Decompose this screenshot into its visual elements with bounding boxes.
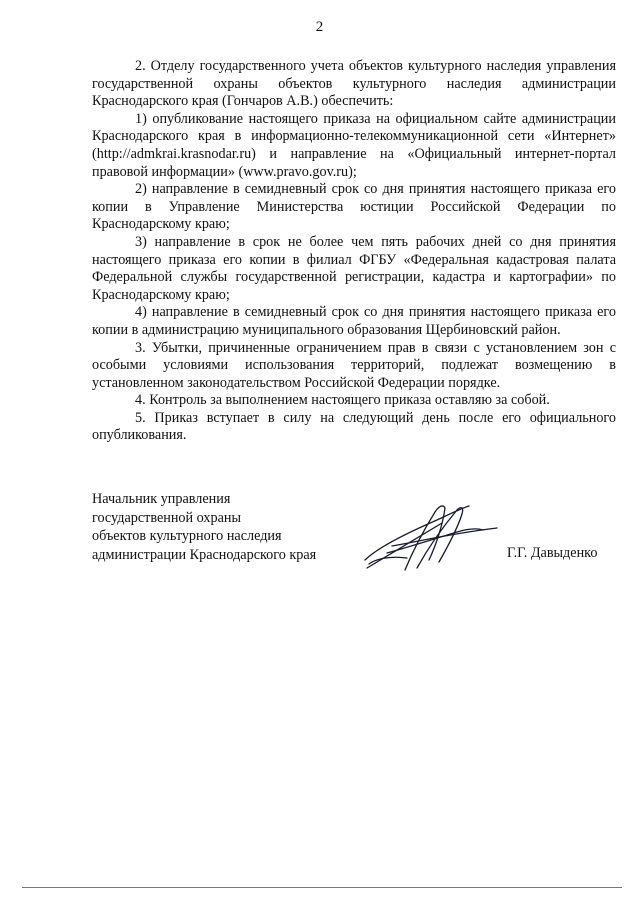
signatory-title-line: Начальник управления bbox=[92, 491, 231, 507]
paragraph-control: 4. Контроль за выполнением настоящего приказа оставляю за собой. bbox=[135, 392, 550, 409]
paragraph-losses: 3. Убытки, причиненные ограничением прав в связи с установлением зон с особыми условиями использования территорий, подлежат возмещению в установленном законодательством Российской Федерации порядке. bbox=[92, 339, 616, 391]
handwritten-signature bbox=[357, 498, 507, 578]
paragraph-entry-into-force: 5. Приказ вступает в силу на следующий день после его официального опубликования. bbox=[92, 409, 616, 444]
page-number: 2 bbox=[315, 19, 324, 35]
footer-divider bbox=[22, 887, 622, 888]
signatory-title-line: объектов культурного наследия bbox=[92, 528, 282, 544]
signatory-title-line: администрации Краснодарского края bbox=[92, 546, 317, 563]
paragraph-cadastral-chamber: 3) направление в срок не более чем пять рабочих дней со дня принятия настоящего приказа его копии в филиал ФГБУ «Федеральная кадастровая палата Федеральной службы государственной регистрации, кадастра и картографии» по Краснодарскому краю; bbox=[92, 233, 616, 303]
signatory-title-line: государственной охраны bbox=[92, 509, 242, 526]
document-body bbox=[92, 58, 616, 445]
paragraph-department-order: 2. Отделу государственного учета объектов культурного наследия управления государственной охраны объектов культурного наследия администрации Краснодарского края (Гончаров А.В.) обеспечить: bbox=[92, 58, 616, 110]
paragraph-ministry-justice: 2) направление в семидневный срок со дня принятия настоящего приказа его копии в Управление Министерства юстиции Российской Федерации по Краснодарскому краю; bbox=[92, 181, 616, 233]
paragraph-publication: 1) опубликование настоящего приказа на официальном сайте администрации Краснодарского края в информационно-телекоммуникационной сети «Интернет» (http://admkrai.krasnodar.ru) и направление на «Официальный интернет-портал правовой информации» (www.pravo.gov.ru); bbox=[92, 110, 616, 180]
signature-block bbox=[92, 490, 616, 580]
paragraph-municipal-admin: 4) направление в семидневный срок со дня принятия настоящего приказа его копии в администрацию муниципального образования Щербиновский район. bbox=[92, 304, 616, 338]
signatory-name: Г.Г. Давыденко bbox=[507, 545, 598, 561]
